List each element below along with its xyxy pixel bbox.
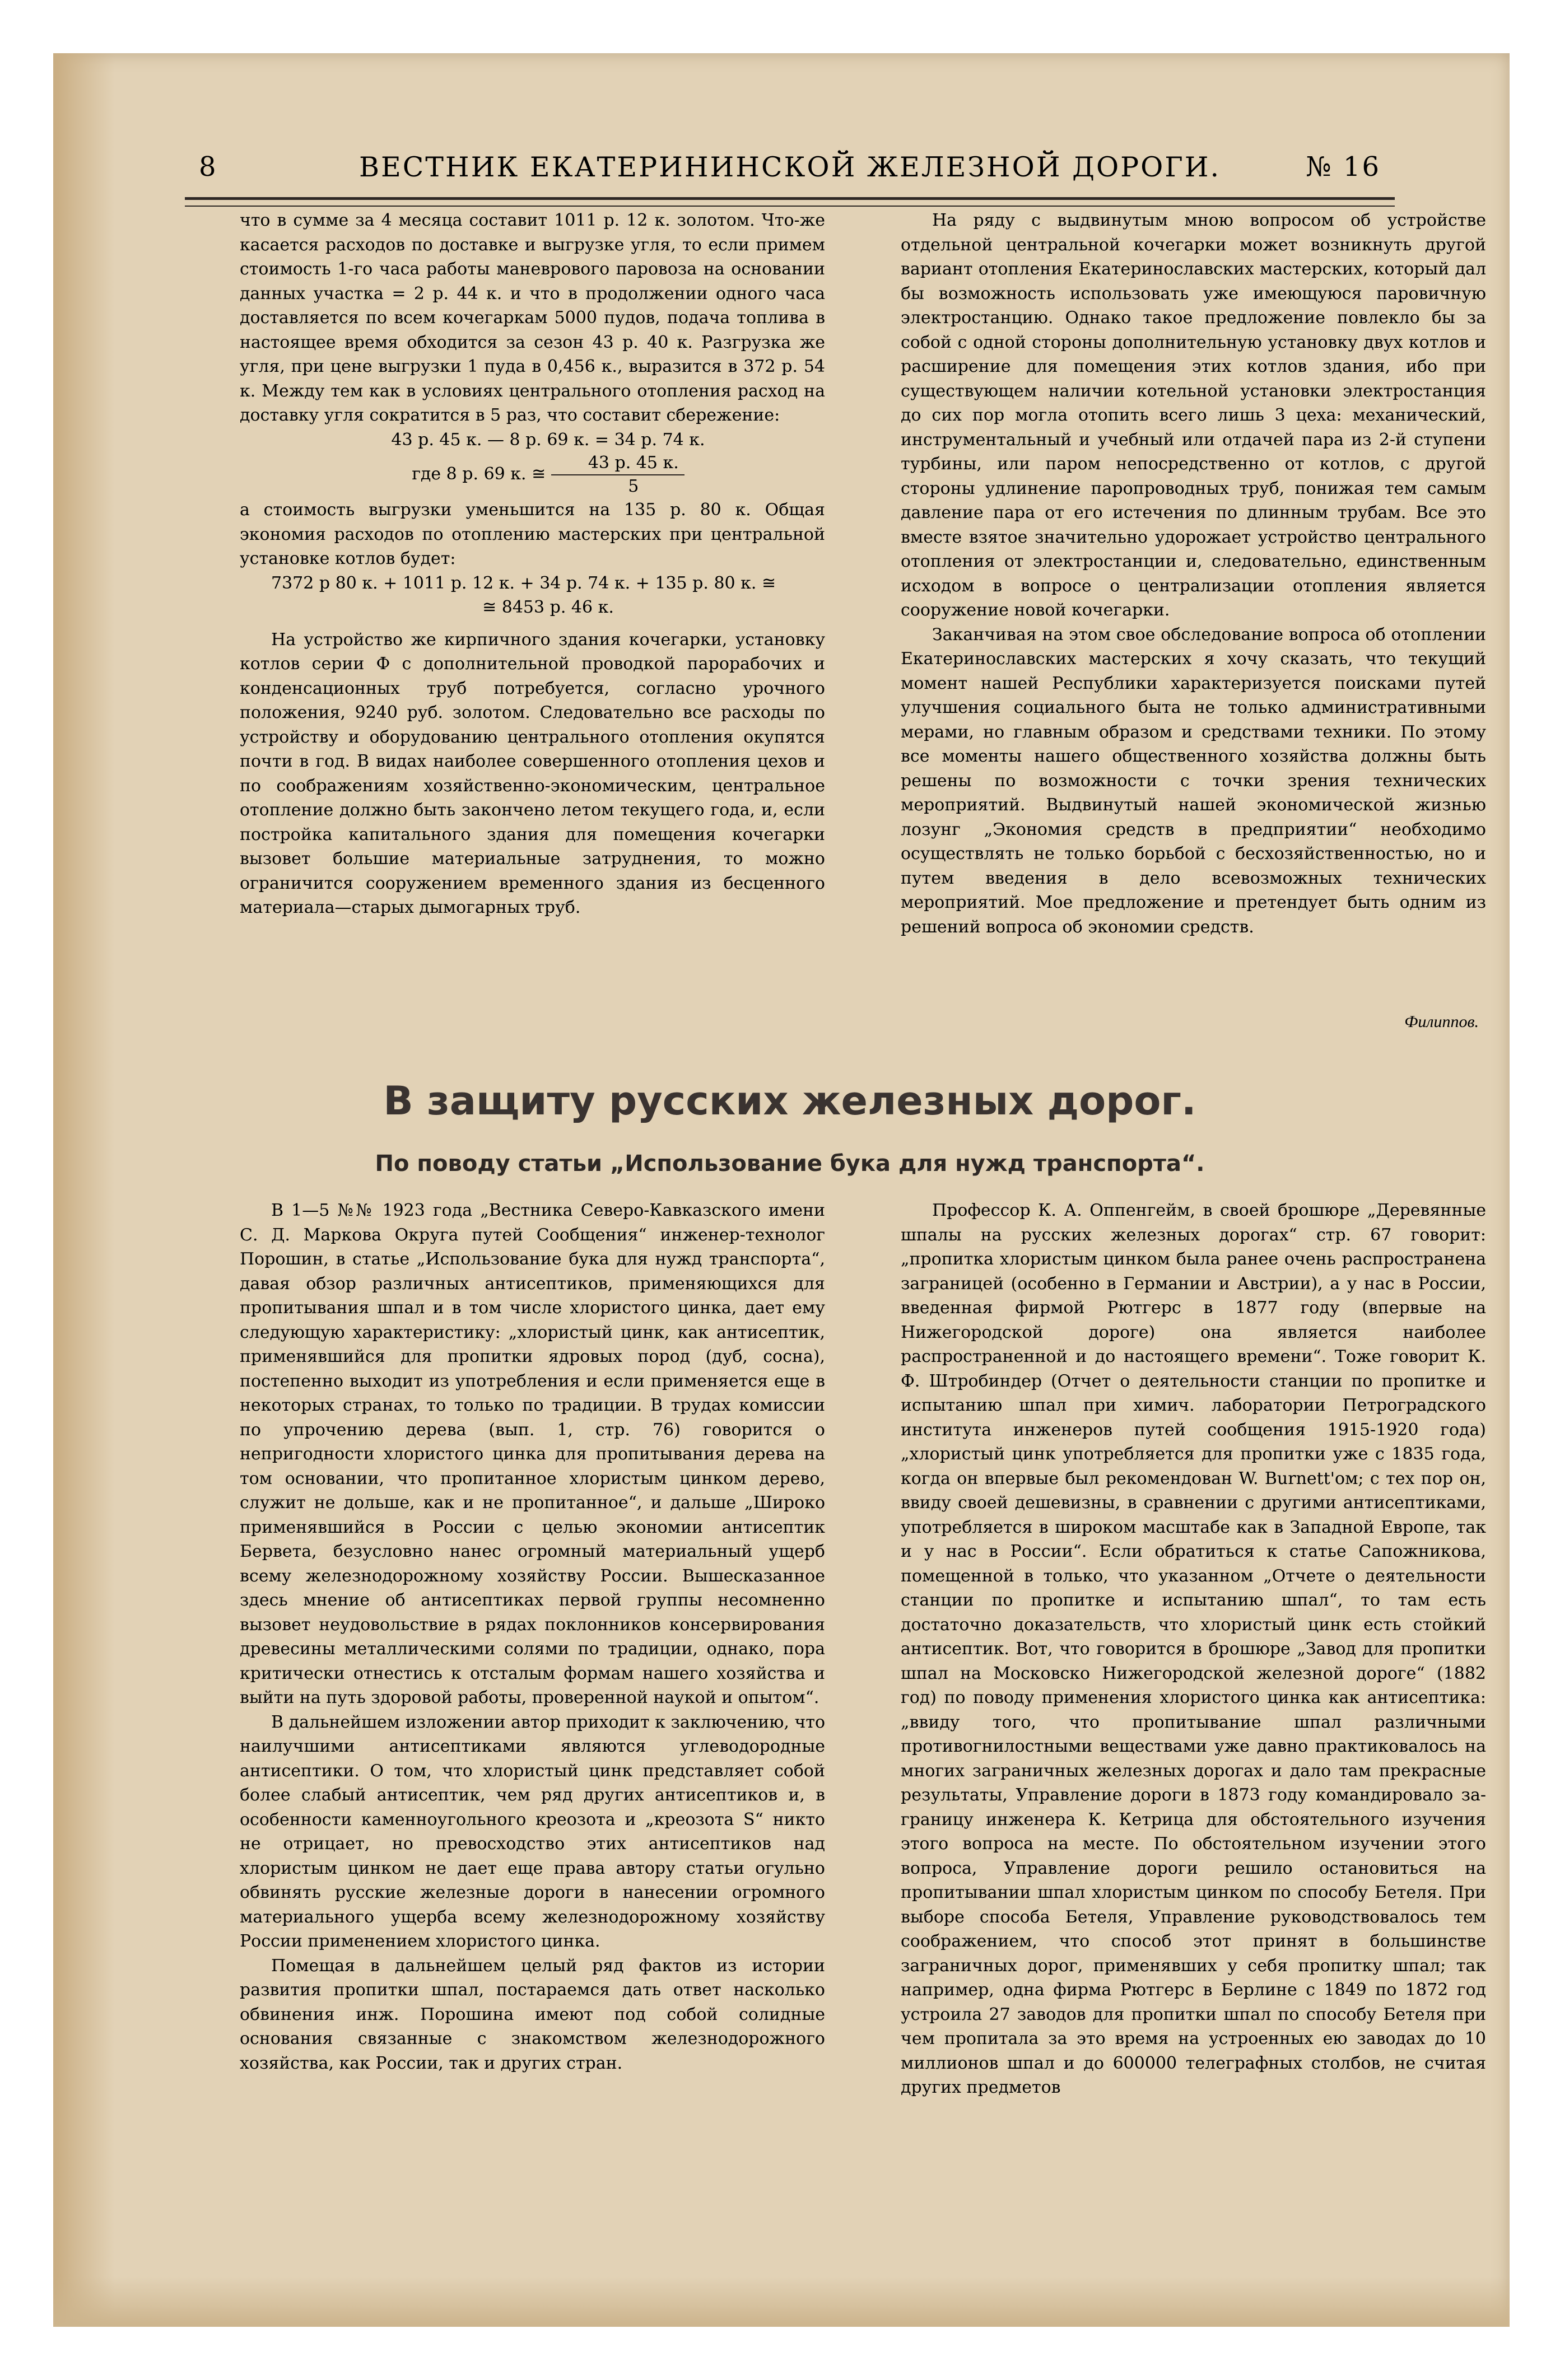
article-title: В защиту русских железных дорог. (383, 1078, 1196, 1124)
page-shading-left (53, 53, 115, 2327)
formula-prefix: где 8 р. 69 к. ≅ (412, 464, 546, 484)
paragraph: В дальнейшем изложении автор приходит к заключению, что наилучшими антисептиками являются углеводородные антисептики. О том, что хлористый цинк представляет собой более слабый антисептик, чем ряд других антисептиков и, в особенности каменноугольного креозота и „креозота S“ никто не отрицает, но превосходство этих антисептиков над хлористым цинком не дает еще права автору статьи огульно обвинять русские железные дороги в нанесении огромного материального ущерба всему железнодорожному хозяйству России применением хлористого цинка. (240, 1712, 825, 1951)
formula-fraction (240, 452, 825, 498)
article-subtitle: По поводу статьи „Использование бука для нужд транспорта“. (375, 1151, 1205, 1177)
page-number: 8 (199, 151, 218, 183)
formula-total-result: ≅ 8453 р. 46 к. (482, 598, 614, 617)
fraction (551, 452, 684, 498)
formula-total: 7372 р 80 к. + 1011 р. 12 к. + 34 р. 74 к. + 135 р. 80 к. ≅ (271, 573, 776, 593)
column-top-right (901, 208, 1486, 992)
column-top-left (240, 208, 825, 1057)
paragraph: что в сумме за 4 месяца составит 1011 р. 12 к. золотом. Что-же касается расходов по доставке и выгрузке угля, то если примем стоимость 1-го часа работы маневрового паровоза на основании данных участка = 2 р. 44 к. и что в продолжении одного часа доставляется по всем кочегаркам 5000 пудов, подача топлива в настоящее время обходится за сезон 43 р. 40 к. Разгрузка же угля, при цене выгрузки 1 пуда в 0,456 к., выразится в 372 р. 54 к. Между тем как в условиях центрального отопления расход на доставку угля сократится в 5 раз, что составит сбережение: (240, 211, 825, 425)
paragraph: На устройство же кирпичного здания кочегарки, установку котлов серии Ф с дополнительной проводкой парорабочих и конденсационных труб потребуется, согласно урочного положения, 9240 руб. золотом. Следовательно все расходы по устройству и оборудованию центрального отопления окупятся почти в год. В видах наиболее совершенного отопления цехов и по соображениям хозяйственно-экономическим, центральное отопление должно быть закончено летом текущего года, и, если постройка капитального здания для помещения кочегарки вызовет большие материальные затруднения, то можно ограничится сооружением временного здания из бесценного материала—старых дымогарных труб. (240, 629, 825, 917)
page-header (185, 134, 1395, 190)
fraction-numerator: 43 р. 45 к. (551, 452, 684, 475)
paragraph: На ряду с выдвинутым мною вопросом об устройстве отдельной центральной кочегарки может возникнуть другой вариант отопления Екатеринославских мастерских, который дал бы возможность использовать уже имеющуюся паровичную электростанцию. Однако такое предложение повлекло бы за собой с одной стороны дополнительную установку двух котлов и расширение для помещения этих котлов здания, ибо при существующем наличии котельной установки электростанция до сих пор могла отопить всего лишь 3 цеха: механический, инструментальный и учебный или отдачей пара из 2-й ступени турбины, или паром непосредственно от котлов, с другой стороны удлинение паропроводных труб, понижая тем самым давление пара от его истечения по длинным трубам. Все это вместе взятое значительно удорожает устройство центрального отопления от электростанции и, следовательно, единственным исходом в вопросе о централизации отопления является сооружение новой кочегарки. (901, 211, 1486, 620)
fraction-denominator: 5 (628, 477, 639, 496)
header-rule (185, 197, 1395, 207)
paragraph: а стоимость выгрузки уменьшится на 135 р. 80 к. Общая экономия расходов по отоплению мастерских при центральной установке котлов будет: (240, 500, 825, 568)
column-bottom-right (901, 1198, 1486, 2148)
column-bottom-left (240, 1198, 825, 2148)
issue-number: № 16 (1306, 151, 1381, 183)
paragraph: Помещая в дальнейшем целый ряд фактов из истории развития пропитки шпал, постараемся дать ответ насколько обвинения инж. Порошина имеют под собой солидные основания связанные с знакомством железнодорожного хозяйства, как России, так и других стран. (240, 1956, 825, 2073)
page-shading-bottom (53, 2276, 1510, 2327)
author-signature: Филиппов. (1404, 1012, 1479, 1031)
paragraph: В 1—5 №№ 1923 года „Вестника Северо-Кавказского имени С. Д. Маркова Округа путей Сообщения“ инженер-технолог Порошин, в статье „Использование бука для нужд транспорта“, давая обзор различных антисептиков, применяющихся для пропитывания шпал и в том числе хлористого цинка, дает ему следующую характеристику: „хлористый цинк, как антисептик, применявшийся для пропитки ядровых пород (дуб, сосна), постепенно выходит из употребления и если применяется еще в некоторых странах, то только по традиции. В трудах комиссии по упрочению дерева (вып. 1, стр. 76) говорится о непригодности хлористого цинка для пропитывания дерева на том основании, что пропитанное хлористым цинком дерево, служит не дольше, как и не пропитанное“, и дальше „Широко применявшийся в России с целью экономии антисептик Бервета, безусловно нанес огромный материальный ущерб всему железнодорожному хозяйству России. Вышесказанное здесь мнение об антисептиках первой группы несомненно вызовет неудовольствие в рядах поклонников консервирования древесины металлическими солями по традиции, однако, пора критически отнестись к отсталым формам нашего хозяйства и выйти на путь здоровой работы, проверенной наукой и опытом“. (240, 1201, 825, 1707)
formula-savings: 43 р. 45 к. — 8 р. 69 к. = 34 р. 74 к. (391, 430, 705, 450)
journal-title: ВЕСТНИК ЕКАТЕРИНИНСКОЙ ЖЕЛЕЗНОЙ ДОРОГИ. (358, 151, 1221, 183)
paragraph: Профессор К. А. Оппенгейм, в своей брошюре „Деревянные шпалы на русских железных дорогах“ стр. 67 говорит: „пропитка хлористым цинком была ранее очень распространена заграницей (особенно в Германии и Австрии), а у нас в России, введенная фирмой Рютгерс в 1877 году (впервые на Нижегородской дороге) она является наиболее распространенной и до настоящего времени“. Тоже говорит К. Ф. Штробиндер (Отчет о деятельности станции по пропитке и испытанию шпал при химич. лаборатории Петроградского института инженеров путей сообщения 1915-1920 года) „хлористый цинк употребляется для пропитки уже с 1835 года, когда он впервые был рекомендован W. Burnett'ом; с тех пор он, ввиду своей дешевизны, в сравнении с другими антисептиками, употребляется в широком масштабе как в Западной Европе, так и у нас в России“. Если обратиться к статье Сапожникова, помещенной в только, что указанном „Отчете о деятельности станции по пропитке и испытанию шпал“, то там есть достаточно доказательств, что хлористый цинк есть стойкий антисептик. Вот, что говорится в брошюре „Завод для пропитки шпал на Московско Нижегородской железной дороге“ (1882 год) по поводу применения хлористого цинка как антисептика: „ввиду того, что пропитывание шпал различными противогнилостными веществами уже давно практиковалось на многих заграничных железных дорогах и дало там прекрасные результаты, Управление дороги в 1873 году командировало за-границу инженера К. Кетрица для обстоятельного изучения этого вопроса на месте. По обстоятельном изучении этого вопроса, Управление дороги решило остановиться на пропитывании шпал хлористым цинком по способу Бетеля. При выборе способа Бетеля, Управление руководствовалось тем соображением, что способ этот принят в большинстве заграничных дорог, применявших у себя пропитку шпал; так например, одна фирма Рютгерс в Берлине с 1849 по 1872 год устроила 27 заводов для пропитки шпал по способу Бетеля при чем пропитала за это время на устроенных ею заводах до 10 миллионов шпал и до 600000 телеграфных столбов, не считая других предметов (901, 1201, 1486, 2097)
paragraph: Заканчивая на этом свое обследование вопроса об отоплении Екатеринославских мастерских я хочу сказать, что текущий момент нашей Республики характеризуется поисками путей улучшения социального быта не только административными мерами, но главным образом и средствами техники. По этому все моменты нашего общественного хозяйства должны быть решены по возможности с точки зрения технических мероприятий. Выдвинутый нашей экономической жизнью лозунг „Экономия средств в предприятии“ необходимо осуществлять не только борьбой с бесхозяйственностью, но и путем введения в дело всевозможных технических мероприятий. Мое предложение и претендует быть одним из решений вопроса об экономии средств. (901, 624, 1486, 937)
